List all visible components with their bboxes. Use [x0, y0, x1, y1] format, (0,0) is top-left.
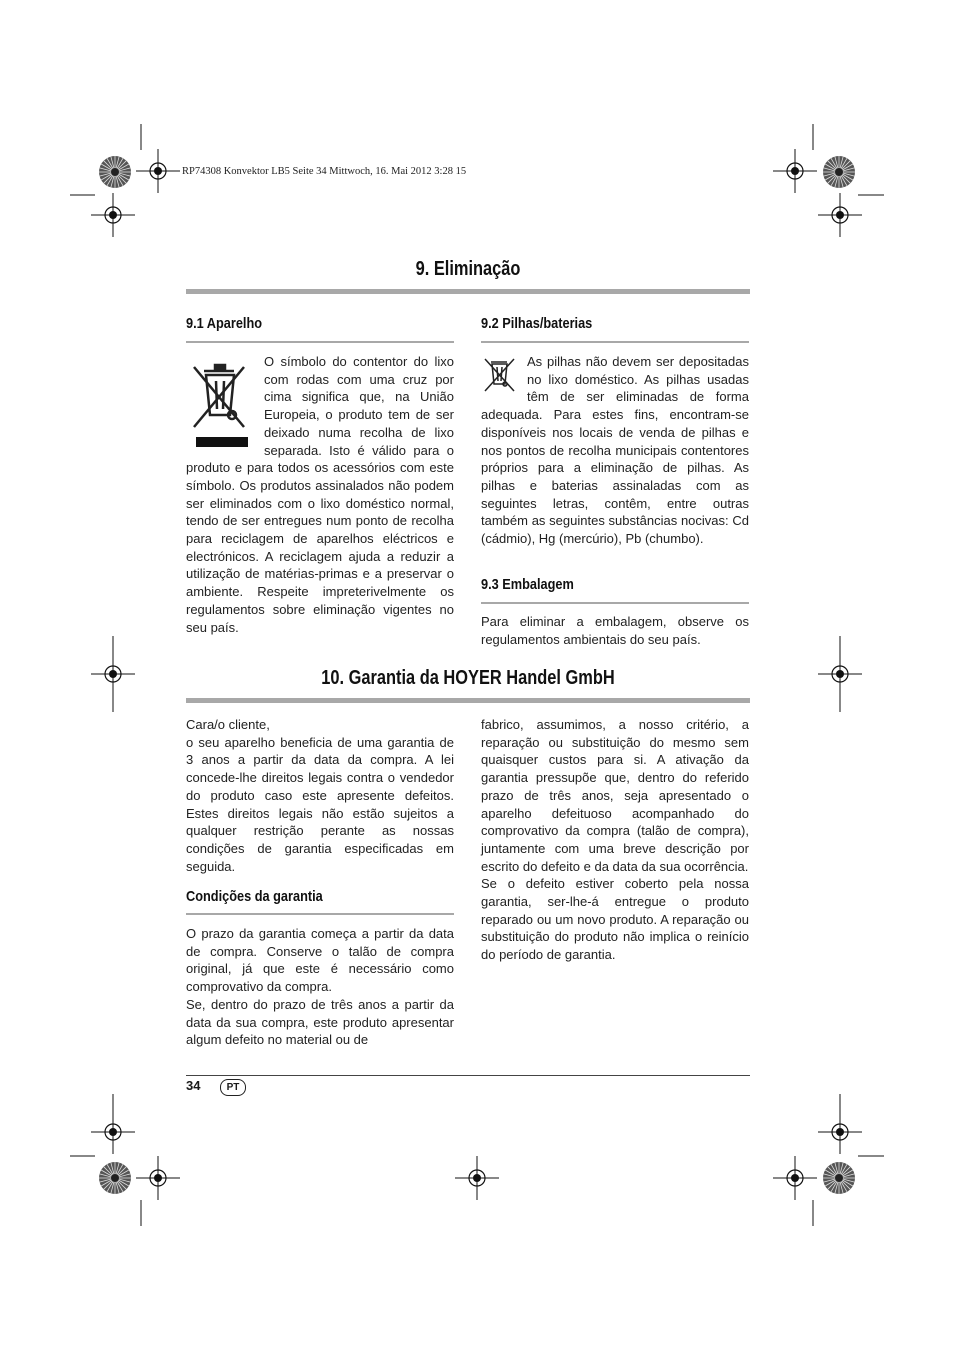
section-10-rule	[186, 698, 750, 703]
conditions-p2b: fabrico, assumimos, a nosso critério, a reparação ou substituição do mesmo sem quaisquer custos para si. A ativação da garantia pressupõe que, dentro do referido prazo de três anos, seja apresentado o aparelho defeituoso acompanhado do comprovativo da compra (talão de compra), juntamente com uma breve descrição por escrito do defeito e da data da sua ocorrência.	[481, 717, 749, 874]
language-badge: PT	[220, 1079, 246, 1096]
column-9-3	[481, 613, 749, 648]
footer-rule	[186, 1075, 750, 1076]
heading-9-2: 9.2 Pilhas/baterias	[481, 315, 593, 332]
heading-conditions: Condições da garantia	[186, 888, 323, 905]
conditions-p3: Se o defeito estiver coberto pela nossa garantia, ser-lhe-á entregue o produto reparado ou um novo produto. A reparação ou substituição do produto não implica o reinício do período de garantia.	[481, 876, 749, 963]
conditions-p2a: Se, dentro do prazo de três anos a partir da data da sua compra, este produto apresentar algum defeito no material ou de	[186, 996, 454, 1048]
conditions-p1: O prazo da garantia começa a partir da data de compra. Conserve o talão de compra original, já que este é necessário como comprovativo da compra.	[186, 926, 454, 995]
intro-text: o seu aparelho beneficia de uma garantia de 3 anos a partir da data da compra. A lei concede-lhe direitos legais contra o vendedor do produto caso este apresente defeitos. Estes direitos legais não estão sujeitos a qualquer restrição perante as nossas condições de garantia especificadas em seguida.	[186, 734, 454, 874]
heading-9-1-rule	[186, 341, 454, 343]
text-9-3: Para eliminar a embalagem, observe os regulamentos ambientais do seu país.	[481, 614, 749, 647]
column-10-conditions	[186, 925, 454, 1049]
heading-conditions-rule	[186, 913, 454, 915]
column-9-2	[481, 353, 749, 548]
column-10-left	[186, 716, 454, 875]
section-9-title: 9. Eliminação	[415, 258, 521, 280]
text-9-1: O símbolo do contentor do lixo com rodas com uma cruz por cima significa que, na União Europeia, o produto tem de ser deixado numa recolha de lixo separada. Isto é válido para o produto e para todos os acessórios com este símbolo. Os produtos assinalados não podem ser eliminados com o lixo doméstico normal, tendo de ser entregues num ponto de recolha para reciclagem de aparelhos eléctricos e electrónicos. A reciclagem ajuda a reduzir a utilização de matérias-primas e a preservar o ambiente. Respeite impreterivelmente os regulamentos sobre eliminação vigentes no seu país.	[186, 354, 454, 635]
battery-bin-icon	[481, 353, 523, 397]
page-number: 34	[186, 1078, 201, 1093]
heading-9-3-rule	[481, 602, 749, 604]
heading-9-2-rule	[481, 341, 749, 343]
section-9-rule	[186, 289, 750, 294]
section-10-title: 10. Garantia da HOYER Handel GmbH	[321, 667, 615, 689]
weee-bin-icon	[186, 353, 260, 453]
column-9-1	[186, 353, 454, 636]
text-9-2: As pilhas não devem ser depositadas no lixo doméstico. As pilhas usadas têm de ser eliminadas de forma adequada. Para estes fins, encontram-se disponíveis nos locais de venda de pilhas e nos pontos de recolha municipais contentores próprios para a eliminação de pilhas. As pilhas e baterias assinaladas com as seguintes letras, contêm, entre outras também as seguintes substâncias nocivas: Cd (cádmio), Hg (mercúrio), Pb (chumbo).	[481, 354, 749, 547]
column-10-right	[481, 716, 749, 964]
heading-9-1: 9.1 Aparelho	[186, 315, 263, 332]
print-header: RP74308 Konvektor LB5 Seite 34 Mittwoch, 16. Mai 2012 3:28 15	[182, 166, 467, 177]
heading-9-3: 9.3 Embalagem	[481, 576, 574, 593]
greeting: Cara/o cliente,	[186, 717, 270, 732]
